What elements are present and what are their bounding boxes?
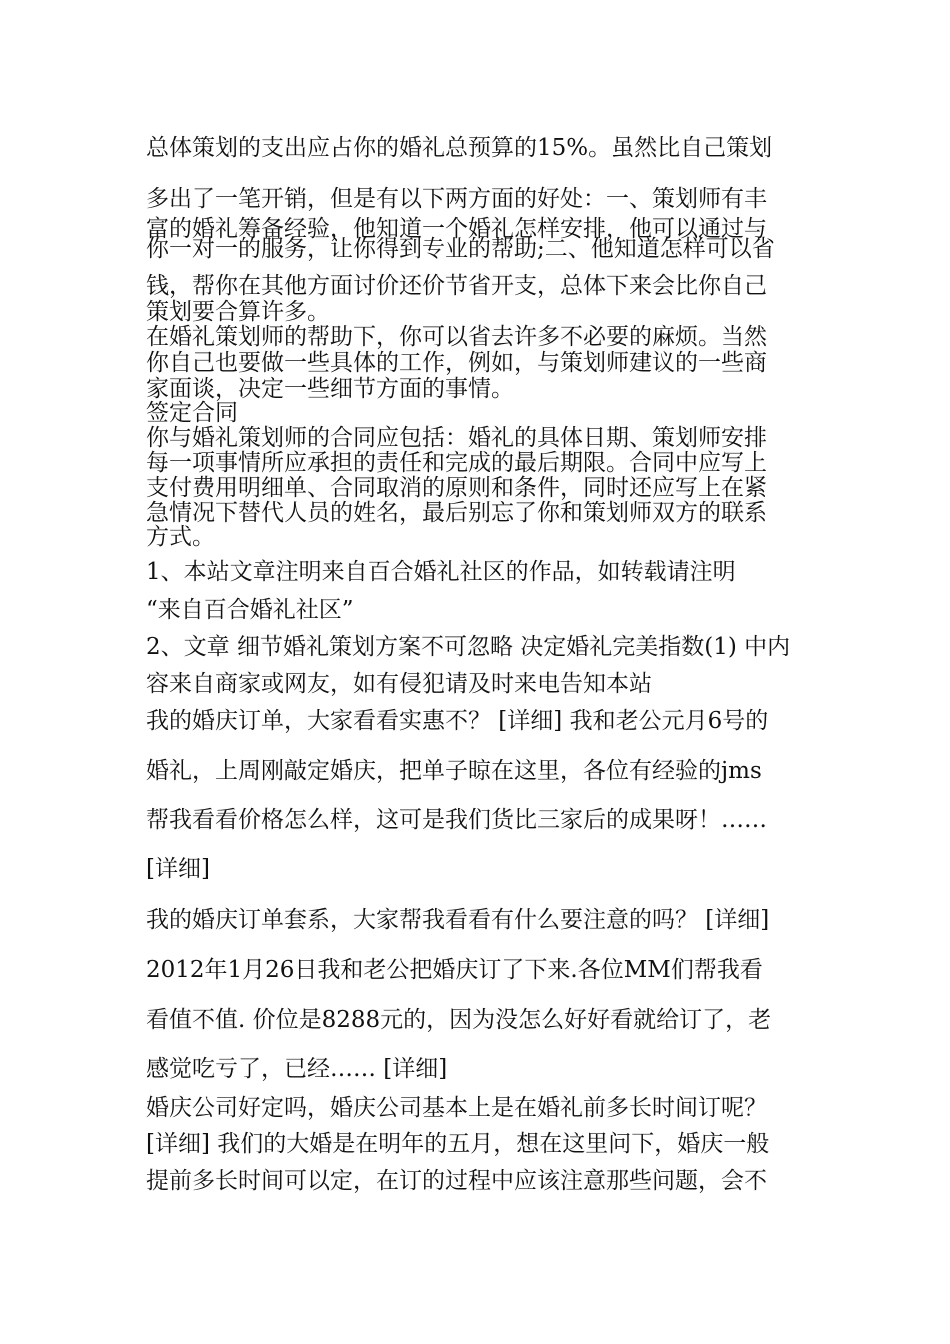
- text-line: 多出了一笔开销，但是有以下两方面的好处：一、策划师有丰: [146, 186, 767, 212]
- text-line: 帮我看看价格怎么样，这可是我们货比三家后的成果呀！……: [146, 807, 767, 833]
- text-line: 钱，帮你在其他方面讨价还价节省开支，总体下来会比你自己: [146, 273, 767, 299]
- text-line: 我的婚庆订单，大家看看实惠不？ [详细] 我和老公元月6号的: [146, 708, 769, 734]
- text-line: 富的婚礼筹备经验，他知道一个婚礼怎样安排，他可以通过与: [146, 216, 767, 242]
- text-line: 提前多长时间可以定，在订的过程中应该注意那些问题，会不: [146, 1168, 767, 1194]
- text-line: 感觉吃亏了，已经…… [详细]: [146, 1056, 448, 1082]
- text-line: 2、文章 细节婚礼策划方案不可忽略 决定婚礼完美指数(1) 中内: [146, 634, 791, 660]
- text-line: 婚礼，上周刚敲定婚庆，把单子晾在这里，各位有经验的jms: [146, 758, 762, 784]
- text-line: 策划要合算许多。: [146, 299, 330, 325]
- section-heading: 签定合同: [146, 400, 238, 426]
- text-line: 每一项事情所应承担的责任和完成的最后期限。合同中应写上: [146, 450, 767, 476]
- text-line: [详细]: [146, 856, 210, 882]
- text-line: 1、本站文章注明来自百合婚礼社区的作品，如转载请注明: [146, 559, 736, 585]
- text-line: 急情况下替代人员的姓名，最后别忘了你和策划师双方的联系: [146, 500, 767, 526]
- text-line: 看值不值. 价位是8288元的，因为没怎么好好看就给订了，老: [146, 1007, 772, 1033]
- text-line: 你与婚礼策划师的合同应包括：婚礼的具体日期、策划师安排: [146, 425, 767, 451]
- text-line: 你自己也要做一些具体的工作，例如，与策划师建议的一些商: [146, 350, 767, 376]
- text-line: 总体策划的支出应占你的婚礼总预算的15%。虽然比自己策划: [146, 135, 773, 161]
- text-line: 我的婚庆订单套系，大家帮我看看有什么要注意的吗？ [详细]: [146, 907, 770, 933]
- text-line: “来自百合婚礼社区”: [146, 597, 354, 623]
- text-line: 在婚礼策划师的帮助下，你可以省去许多不必要的麻烦。当然: [146, 324, 767, 350]
- text-line: 2012年1月26日我和老公把婚庆订了下来.各位MM们帮我看: [146, 957, 763, 983]
- text-line: 支付费用明细单、合同取消的原则和条件，同时还应写上在紧: [146, 475, 767, 501]
- text-line: 方式。: [146, 524, 215, 550]
- text-line: 你一对一的服务，让你得到专业的帮助;二、他知道怎样可以省: [146, 236, 775, 262]
- text-line: 容来自商家或网友，如有侵犯请及时来电告知本站: [146, 671, 652, 697]
- text-line: [详细] 我们的大婚是在明年的五月，想在这里问下，婚庆一般: [146, 1131, 770, 1157]
- text-line: 婚庆公司好定吗，婚庆公司基本上是在婚礼前多长时间订呢？: [146, 1095, 767, 1121]
- text-line: 家面谈，决定一些细节方面的事情。: [146, 376, 514, 402]
